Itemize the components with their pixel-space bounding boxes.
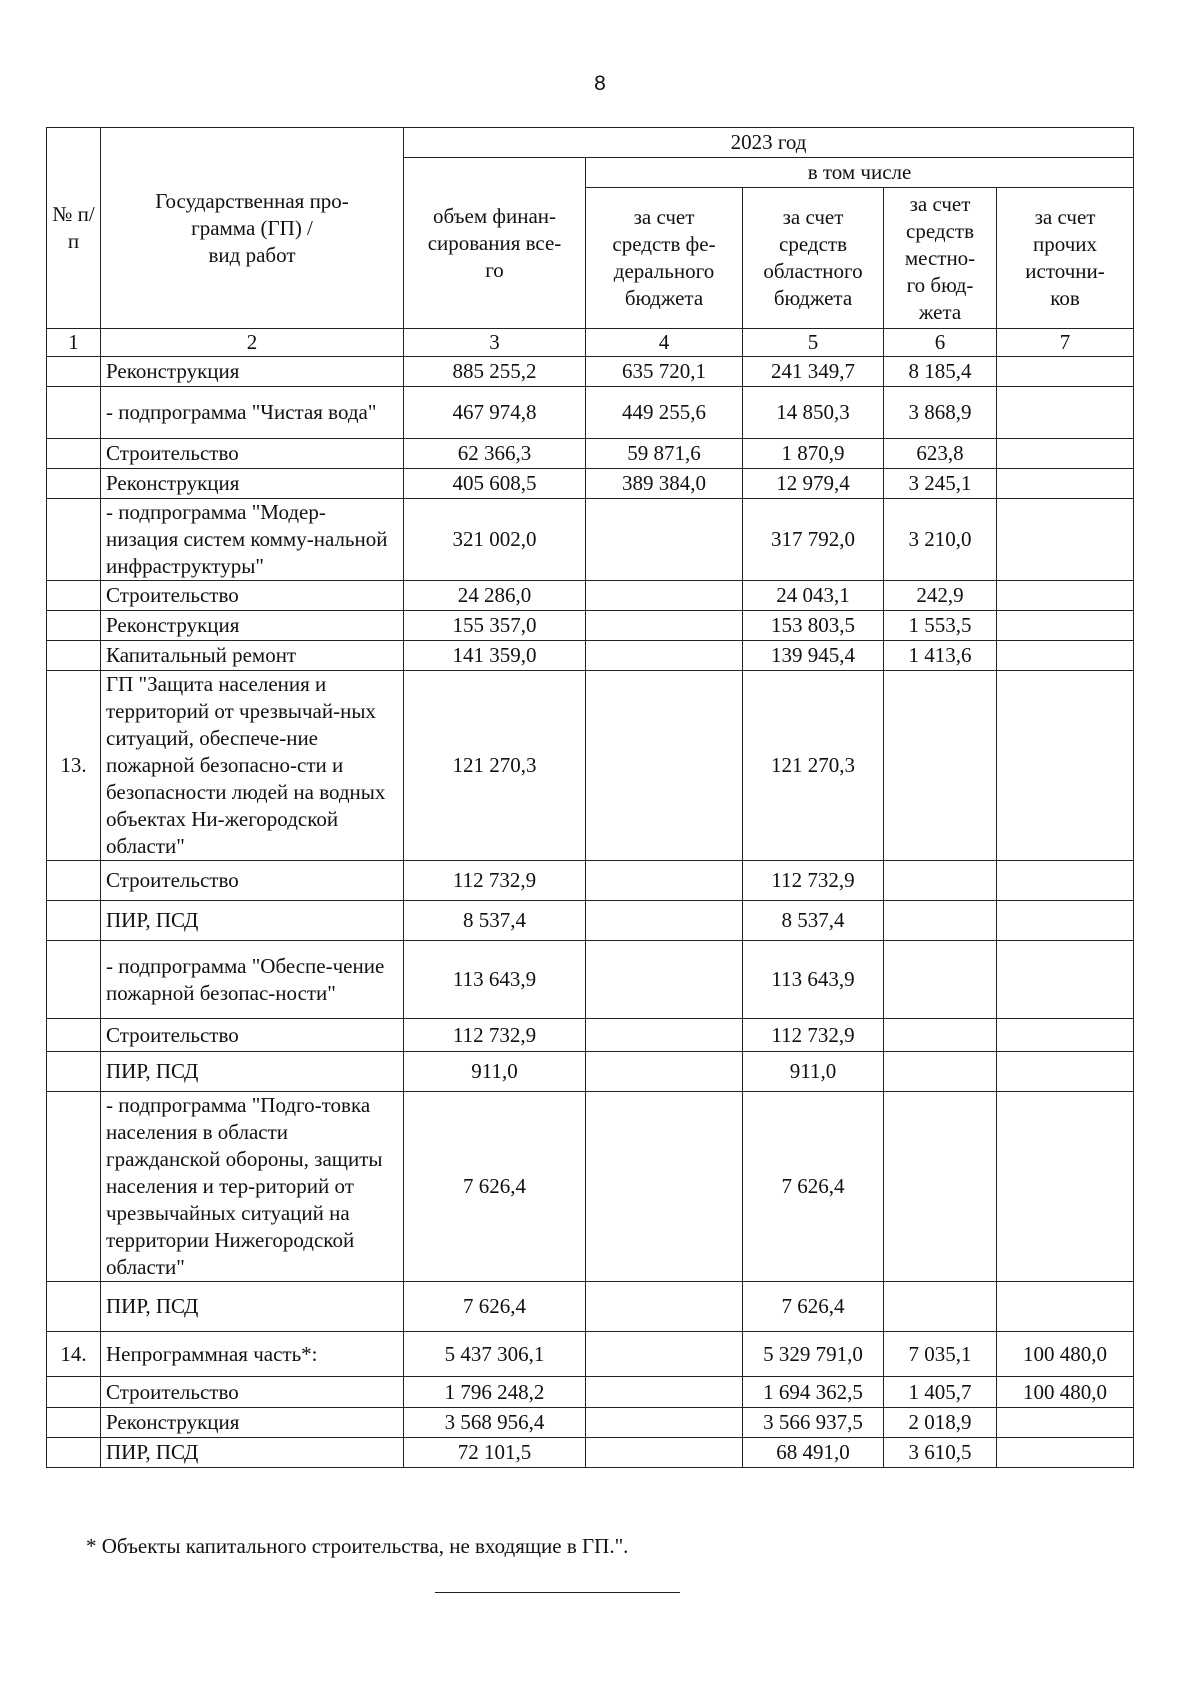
row-name: - подпрограмма "Модер-низация систем комму-нальной инфраструктуры" — [101, 499, 404, 581]
cell-regional: 12 979,4 — [743, 469, 884, 499]
row-number — [47, 641, 101, 671]
row-number — [47, 941, 101, 1019]
cell-regional: 241 349,7 — [743, 357, 884, 387]
cell-local: 3 210,0 — [884, 499, 997, 581]
cell-regional: 24 043,1 — [743, 581, 884, 611]
cell-total: 141 359,0 — [404, 641, 586, 671]
row-name: ПИР, ПСД — [101, 1438, 404, 1468]
row-name: Реконструкция — [101, 357, 404, 387]
header-federal: за счет средств фе- дерального бюджета — [586, 188, 743, 329]
row-number — [47, 1052, 101, 1092]
cell-regional: 7 626,4 — [743, 1282, 884, 1332]
cell-other — [997, 1438, 1134, 1468]
cell-regional: 3 566 937,5 — [743, 1408, 884, 1438]
cell-regional: 14 850,3 — [743, 387, 884, 439]
row-number — [47, 861, 101, 901]
row-name: Реконструкция — [101, 1408, 404, 1438]
row-number — [47, 1092, 101, 1282]
cell-total: 1 796 248,2 — [404, 1377, 586, 1408]
row-name: - подпрограмма "Чистая вода" — [101, 387, 404, 439]
cell-regional: 121 270,3 — [743, 671, 884, 861]
cell-local — [884, 1282, 997, 1332]
cell-federal: 389 384,0 — [586, 469, 743, 499]
row-name: ПИР, ПСД — [101, 901, 404, 941]
table-row — [47, 1377, 1134, 1408]
cell-other — [997, 941, 1134, 1019]
table-row — [47, 1438, 1134, 1468]
cell-other: 100 480,0 — [997, 1332, 1134, 1377]
cell-other: 100 480,0 — [997, 1377, 1134, 1408]
cell-local — [884, 1092, 997, 1282]
row-number — [47, 1408, 101, 1438]
cell-federal: 635 720,1 — [586, 357, 743, 387]
cell-other — [997, 1282, 1134, 1332]
cell-local: 2 018,9 — [884, 1408, 997, 1438]
cell-regional: 317 792,0 — [743, 499, 884, 581]
cell-other — [997, 671, 1134, 861]
table-row — [47, 469, 1134, 499]
row-name: Непрограммная часть*: — [101, 1332, 404, 1377]
cell-local: 623,8 — [884, 439, 997, 469]
cell-other — [997, 1408, 1134, 1438]
cell-total: 3 568 956,4 — [404, 1408, 586, 1438]
header-regional: за счет средств областного бюджета — [743, 188, 884, 329]
cell-regional: 5 329 791,0 — [743, 1332, 884, 1377]
row-name: Строительство — [101, 1019, 404, 1052]
cell-total: 5 437 306,1 — [404, 1332, 586, 1377]
table-row — [47, 387, 1134, 439]
cell-regional: 112 732,9 — [743, 861, 884, 901]
cell-federal — [586, 941, 743, 1019]
column-number: 7 — [997, 329, 1134, 357]
cell-total: 24 286,0 — [404, 581, 586, 611]
row-name: Реконструкция — [101, 469, 404, 499]
table-row — [47, 861, 1134, 901]
cell-federal — [586, 1052, 743, 1092]
cell-local: 3 245,1 — [884, 469, 997, 499]
column-number: 6 — [884, 329, 997, 357]
table-row — [47, 1052, 1134, 1092]
cell-total: 885 255,2 — [404, 357, 586, 387]
table-row — [47, 499, 1134, 581]
row-number — [47, 1377, 101, 1408]
row-number: 13. — [47, 671, 101, 861]
cell-total: 112 732,9 — [404, 1019, 586, 1052]
cell-federal — [586, 1377, 743, 1408]
header-including: в том числе — [586, 158, 1134, 188]
page-number: 8 — [594, 72, 606, 95]
column-number: 5 — [743, 329, 884, 357]
cell-regional: 8 537,4 — [743, 901, 884, 941]
cell-federal — [586, 1282, 743, 1332]
cell-regional: 7 626,4 — [743, 1092, 884, 1282]
row-name: Строительство — [101, 1377, 404, 1408]
cell-other — [997, 1019, 1134, 1052]
table-row — [47, 357, 1134, 387]
cell-total: 121 270,3 — [404, 671, 586, 861]
cell-total: 7 626,4 — [404, 1282, 586, 1332]
header-year: 2023 год — [404, 128, 1134, 158]
cell-local: 242,9 — [884, 581, 997, 611]
row-name: Капитальный ремонт — [101, 641, 404, 671]
cell-other — [997, 387, 1134, 439]
header-program: Государственная про- грамма (ГП) / вид работ — [101, 128, 404, 329]
footnote: * Объекты капитального строительства, не входящие в ГП.". — [86, 1534, 629, 1558]
cell-total: 467 974,8 — [404, 387, 586, 439]
column-number-row — [47, 329, 1134, 357]
cell-regional: 1 694 362,5 — [743, 1377, 884, 1408]
cell-local — [884, 861, 997, 901]
row-name: - подпрограмма "Подго-товка населения в области гражданской обороны, защиты населения и тер-риторий от чрезвычайных ситуаций на территории Нижегородской области" — [101, 1092, 404, 1282]
cell-federal — [586, 1019, 743, 1052]
header-local: за счет средств местно- го бюд- жета — [884, 188, 997, 329]
row-name: Реконструкция — [101, 611, 404, 641]
cell-total: 911,0 — [404, 1052, 586, 1092]
cell-total: 7 626,4 — [404, 1092, 586, 1282]
table-row — [47, 1332, 1134, 1377]
header-number: № п/ п — [47, 128, 101, 329]
cell-regional: 139 945,4 — [743, 641, 884, 671]
cell-total: 321 002,0 — [404, 499, 586, 581]
cell-federal — [586, 671, 743, 861]
row-number — [47, 357, 101, 387]
table-row — [47, 611, 1134, 641]
closing-divider — [435, 1592, 680, 1593]
cell-total: 72 101,5 — [404, 1438, 586, 1468]
row-number — [47, 387, 101, 439]
row-number — [47, 1282, 101, 1332]
cell-total: 8 537,4 — [404, 901, 586, 941]
cell-regional: 153 803,5 — [743, 611, 884, 641]
cell-other — [997, 641, 1134, 671]
cell-federal — [586, 499, 743, 581]
cell-regional: 68 491,0 — [743, 1438, 884, 1468]
table-row — [47, 581, 1134, 611]
cell-federal — [586, 641, 743, 671]
cell-total: 62 366,3 — [404, 439, 586, 469]
cell-federal: 59 871,6 — [586, 439, 743, 469]
cell-other — [997, 469, 1134, 499]
cell-total: 112 732,9 — [404, 861, 586, 901]
cell-other — [997, 581, 1134, 611]
cell-local: 1 413,6 — [884, 641, 997, 671]
column-number: 3 — [404, 329, 586, 357]
table-row — [47, 1408, 1134, 1438]
cell-other — [997, 901, 1134, 941]
cell-federal: 449 255,6 — [586, 387, 743, 439]
row-number — [47, 439, 101, 469]
row-number — [47, 901, 101, 941]
row-number — [47, 469, 101, 499]
cell-local: 3 868,9 — [884, 387, 997, 439]
cell-local — [884, 901, 997, 941]
cell-federal — [586, 1408, 743, 1438]
cell-local — [884, 1019, 997, 1052]
table-row — [47, 641, 1134, 671]
cell-local: 1 405,7 — [884, 1377, 997, 1408]
cell-federal — [586, 1438, 743, 1468]
row-number — [47, 611, 101, 641]
cell-total: 113 643,9 — [404, 941, 586, 1019]
cell-regional: 112 732,9 — [743, 1019, 884, 1052]
cell-federal — [586, 581, 743, 611]
row-name: ПИР, ПСД — [101, 1052, 404, 1092]
cell-total: 155 357,0 — [404, 611, 586, 641]
row-name: Строительство — [101, 861, 404, 901]
table-row — [47, 1282, 1134, 1332]
cell-federal — [586, 901, 743, 941]
cell-other — [997, 439, 1134, 469]
cell-other — [997, 1052, 1134, 1092]
cell-other — [997, 861, 1134, 901]
cell-local: 3 610,5 — [884, 1438, 997, 1468]
cell-federal — [586, 1332, 743, 1377]
header-total: объем финан- сирования все- го — [404, 158, 586, 329]
cell-other — [997, 1092, 1134, 1282]
row-name: Строительство — [101, 581, 404, 611]
cell-regional: 911,0 — [743, 1052, 884, 1092]
table-row — [47, 671, 1134, 861]
header-other: за счет прочих источни- ков — [997, 188, 1134, 329]
table-row — [47, 941, 1134, 1019]
cell-total: 405 608,5 — [404, 469, 586, 499]
row-number — [47, 581, 101, 611]
column-number: 2 — [101, 329, 404, 357]
table-row — [47, 439, 1134, 469]
row-name: Строительство — [101, 439, 404, 469]
cell-local — [884, 941, 997, 1019]
budget-table — [46, 127, 1134, 1468]
row-number — [47, 499, 101, 581]
cell-other — [997, 499, 1134, 581]
cell-local: 7 035,1 — [884, 1332, 997, 1377]
cell-regional: 113 643,9 — [743, 941, 884, 1019]
cell-local: 1 553,5 — [884, 611, 997, 641]
cell-federal — [586, 1092, 743, 1282]
cell-local — [884, 671, 997, 861]
cell-federal — [586, 861, 743, 901]
cell-regional: 1 870,9 — [743, 439, 884, 469]
table-row — [47, 901, 1134, 941]
row-name: ГП "Защита населения и территорий от чрезвычай-ных ситуаций, обеспече-ние пожарной безопасно-сти и безопасности людей на водных объектах Ни-жегородской области" — [101, 671, 404, 861]
table-row — [47, 1092, 1134, 1282]
cell-other — [997, 357, 1134, 387]
row-name: - подпрограмма "Обеспе-чение пожарной безопас-ности" — [101, 941, 404, 1019]
cell-local: 8 185,4 — [884, 357, 997, 387]
column-number: 4 — [586, 329, 743, 357]
cell-other — [997, 611, 1134, 641]
cell-local — [884, 1052, 997, 1092]
row-number — [47, 1019, 101, 1052]
row-number: 14. — [47, 1332, 101, 1377]
cell-federal — [586, 611, 743, 641]
row-name: ПИР, ПСД — [101, 1282, 404, 1332]
column-number: 1 — [47, 329, 101, 357]
row-number — [47, 1438, 101, 1468]
table-row — [47, 1019, 1134, 1052]
